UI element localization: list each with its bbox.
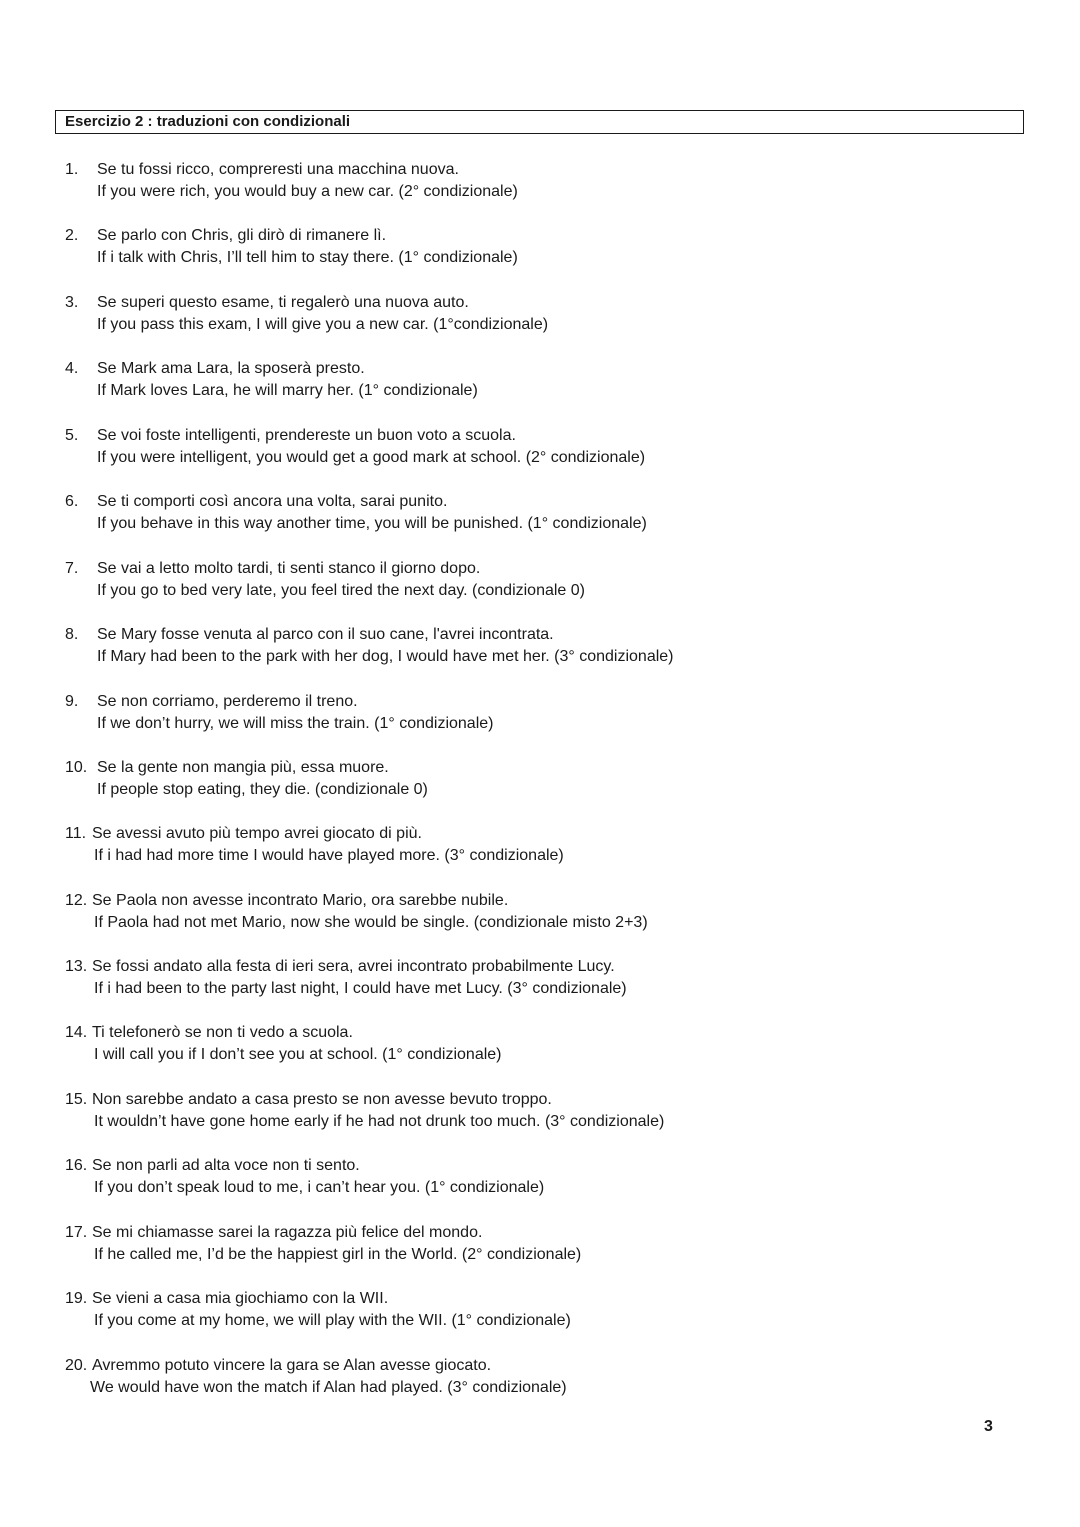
- english-translation: If you pass this exam, I will give you a new car. (1°condizionale): [97, 316, 549, 333]
- italian-sentence: Se la gente non mangia più, essa muore.: [97, 759, 389, 776]
- exercise-title: Esercizio 2 : traduzioni con condizionali: [55, 110, 1024, 134]
- italian-sentence: Se vieni a casa mia giochiamo con la WII.: [92, 1290, 389, 1307]
- item-number: 4.: [65, 360, 79, 377]
- item-number: 20.: [65, 1357, 88, 1374]
- english-translation: If you were intelligent, you would get a good mark at school. (2° condizionale): [97, 449, 646, 466]
- english-translation: If you behave in this way another time, you will be punished. (1° condizionale): [97, 515, 647, 532]
- item-number: 16.: [65, 1157, 88, 1174]
- italian-sentence: Non sarebbe andato a casa presto se non avesse bevuto troppo.: [92, 1091, 552, 1108]
- italian-sentence: Se non corriamo, perderemo il treno.: [97, 693, 358, 710]
- italian-sentence: Se fossi andato alla festa di ieri sera, avrei incontrato probabilmente Lucy.: [92, 958, 615, 975]
- item-number: 12.: [65, 892, 88, 909]
- english-translation: If we don’t hurry, we will miss the train. (1° condizionale): [97, 715, 494, 732]
- english-translation: If i talk with Chris, I’ll tell him to stay there. (1° condizionale): [97, 249, 518, 266]
- item-number: 11.: [65, 825, 87, 842]
- item-number: 6.: [65, 493, 79, 510]
- item-number: 7.: [65, 560, 79, 577]
- item-number: 2.: [65, 227, 79, 244]
- english-translation: If people stop eating, they die. (condizionale 0): [97, 781, 428, 798]
- item-number: 13.: [65, 958, 88, 975]
- english-translation: If he called me, I’d be the happiest girl in the World. (2° condizionale): [94, 1246, 582, 1263]
- english-translation: If Mary had been to the park with her dog, I would have met her. (3° condizionale): [97, 648, 674, 665]
- italian-sentence: Se voi foste intelligenti, prendereste un buon voto a scuola.: [97, 427, 516, 444]
- italian-sentence: Se mi chiamasse sarei la ragazza più felice del mondo.: [92, 1224, 483, 1241]
- italian-sentence: Se ti comporti così ancora una volta, sarai punito.: [97, 493, 448, 510]
- italian-sentence: Se vai a letto molto tardi, ti senti stanco il giorno dopo.: [97, 560, 481, 577]
- italian-sentence: Se superi questo esame, ti regalerò una nuova auto.: [97, 294, 469, 311]
- italian-sentence: Se non parli ad alta voce non ti sento.: [92, 1157, 360, 1174]
- italian-sentence: Se avessi avuto più tempo avrei giocato di più.: [92, 825, 422, 842]
- english-translation: If you don’t speak loud to me, i can’t hear you. (1° condizionale): [94, 1179, 545, 1196]
- item-number: 8.: [65, 626, 79, 643]
- item-number: 15.: [65, 1091, 88, 1108]
- item-number: 19.: [65, 1290, 88, 1307]
- english-translation: If you were rich, you would buy a new car. (2° condizionale): [97, 183, 518, 200]
- italian-sentence: Se tu fossi ricco, compreresti una macchina nuova.: [97, 161, 459, 178]
- item-number: 1.: [65, 161, 79, 178]
- english-translation: It wouldn’t have gone home early if he had not drunk too much. (3° condizionale): [94, 1113, 665, 1130]
- english-translation: If you go to bed very late, you feel tired the next day. (condizionale 0): [97, 582, 585, 599]
- english-translation: If Paola had not met Mario, now she would be single. (condizionale misto 2+3): [94, 914, 648, 931]
- english-translation: If i had been to the party last night, I could have met Lucy. (3° condizionale): [94, 980, 627, 997]
- english-translation: If i had had more time I would have played more. (3° condizionale): [94, 847, 564, 864]
- italian-sentence: Se Mary fosse venuta al parco con il suo cane, l'avrei incontrata.: [97, 626, 554, 643]
- italian-sentence: Avremmo potuto vincere la gara se Alan avesse giocato.: [92, 1357, 492, 1374]
- english-translation: If you come at my home, we will play with the WII. (1° condizionale): [94, 1312, 571, 1329]
- italian-sentence: Se Paola non avesse incontrato Mario, ora sarebbe nubile.: [92, 892, 509, 909]
- item-number: 3.: [65, 294, 79, 311]
- item-number: 5.: [65, 427, 79, 444]
- item-number: 9.: [65, 693, 79, 710]
- english-translation: I will call you if I don’t see you at school. (1° condizionale): [94, 1046, 502, 1063]
- item-number: 14.: [65, 1024, 88, 1041]
- item-number: 17.: [65, 1224, 88, 1241]
- page-number: 3: [984, 1418, 993, 1435]
- italian-sentence: Ti telefonerò se non ti vedo a scuola.: [92, 1024, 353, 1041]
- item-number: 10.: [65, 759, 88, 776]
- english-translation: We would have won the match if Alan had played. (3° condizionale): [90, 1379, 567, 1396]
- italian-sentence: Se parlo con Chris, gli dirò di rimanere lì.: [97, 227, 387, 244]
- italian-sentence: Se Mark ama Lara, la sposerà presto.: [97, 360, 365, 377]
- english-translation: If Mark loves Lara, he will marry her. (1° condizionale): [97, 382, 478, 399]
